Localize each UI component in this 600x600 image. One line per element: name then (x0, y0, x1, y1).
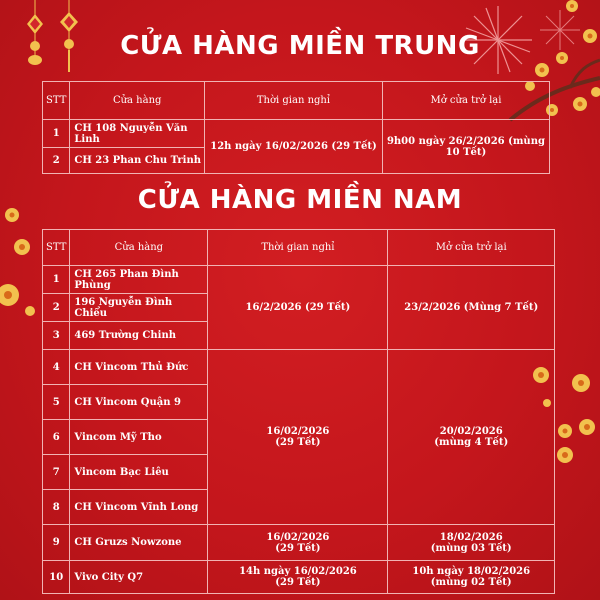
table-row (43, 266, 555, 294)
store-name: CH 23 Phan Chu Trinh (70, 148, 205, 174)
reopen-time (388, 561, 555, 594)
closed-time (208, 561, 388, 594)
store-name: CH Vincom Thủ Đức (70, 350, 208, 385)
row-number: 10 (43, 561, 70, 594)
closed-note: (29 Tết) (275, 577, 321, 588)
south-region-title: CỬA HÀNG MIỀN NAM (137, 185, 463, 215)
table-row (43, 561, 555, 594)
row-number: 1 (43, 120, 70, 148)
table-row (43, 120, 550, 148)
reopen-note: (mùng 02 Tết) (430, 577, 512, 588)
row-number: 6 (43, 420, 70, 455)
header-store: Cửa hàng (70, 230, 208, 266)
closed-date: 16/02/2026 (266, 531, 330, 543)
store-name: 469 Trường Chinh (70, 322, 208, 350)
closed-time (208, 350, 388, 525)
closed-time (208, 525, 388, 561)
store-name: CH Vincom Vĩnh Long (70, 490, 208, 525)
store-name: CH Gruzs Nowzone (70, 525, 208, 561)
store-name: CH 108 Nguyễn Văn Linh (70, 120, 205, 148)
reopen-time (388, 350, 555, 525)
table-header-row (43, 82, 550, 120)
header-closed: Thời gian nghỉ (205, 82, 383, 120)
table-row (43, 350, 555, 385)
store-name: Vincom Mỹ Tho (70, 420, 208, 455)
central-stores-table (42, 81, 550, 174)
closed-time: 16/2/2026 (29 Tết) (208, 266, 388, 350)
south-stores-table (42, 229, 555, 594)
closed-note: (29 Tết) (275, 542, 321, 554)
row-number: 3 (43, 322, 70, 350)
row-number: 1 (43, 266, 70, 294)
reopen-note: (mùng 4 Tết) (434, 437, 509, 448)
row-number: 5 (43, 385, 70, 420)
store-name: CH 265 Phan Đình Phùng (70, 266, 208, 294)
row-number: 7 (43, 455, 70, 490)
row-number: 8 (43, 490, 70, 525)
reopen-date: 20/02/2026 (439, 426, 503, 437)
reopen-time: 9h00 ngày 26/2/2026 (mùng 10 Tết) (382, 120, 549, 174)
header-closed: Thời gian nghỉ (208, 230, 388, 266)
closed-note: (29 Tết) (275, 437, 321, 448)
store-name: 196 Nguyễn Đình Chiểu (70, 294, 208, 322)
store-name: Vivo City Q7 (70, 561, 208, 594)
store-name: CH Vincom Quận 9 (70, 385, 208, 420)
table-row (43, 525, 555, 561)
central-region-title: CỬA HÀNG MIỀN TRUNG (120, 31, 480, 61)
reopen-time (388, 525, 555, 561)
header-stt: STT (43, 82, 70, 120)
header-reopen: Mở cửa trở lại (388, 230, 555, 266)
closed-date: 16/02/2026 (266, 426, 330, 437)
closed-time: 12h ngày 16/02/2026 (29 Tết) (205, 120, 383, 174)
row-number: 2 (43, 148, 70, 174)
table-header-row (43, 230, 555, 266)
row-number: 9 (43, 525, 70, 561)
reopen-time: 23/2/2026 (Mùng 7 Tết) (388, 266, 555, 350)
closed-date: 14h ngày 16/02/2026 (239, 566, 357, 577)
store-name: Vincom Bạc Liêu (70, 455, 208, 490)
reopen-date: 18/02/2026 (439, 531, 503, 543)
reopen-note: (mùng 03 Tết) (430, 542, 512, 554)
row-number: 2 (43, 294, 70, 322)
header-store: Cửa hàng (70, 82, 205, 120)
header-stt: STT (43, 230, 70, 266)
reopen-date: 10h ngày 18/02/2026 (412, 566, 531, 577)
row-number: 4 (43, 350, 70, 385)
header-reopen: Mở cửa trở lại (382, 82, 549, 120)
